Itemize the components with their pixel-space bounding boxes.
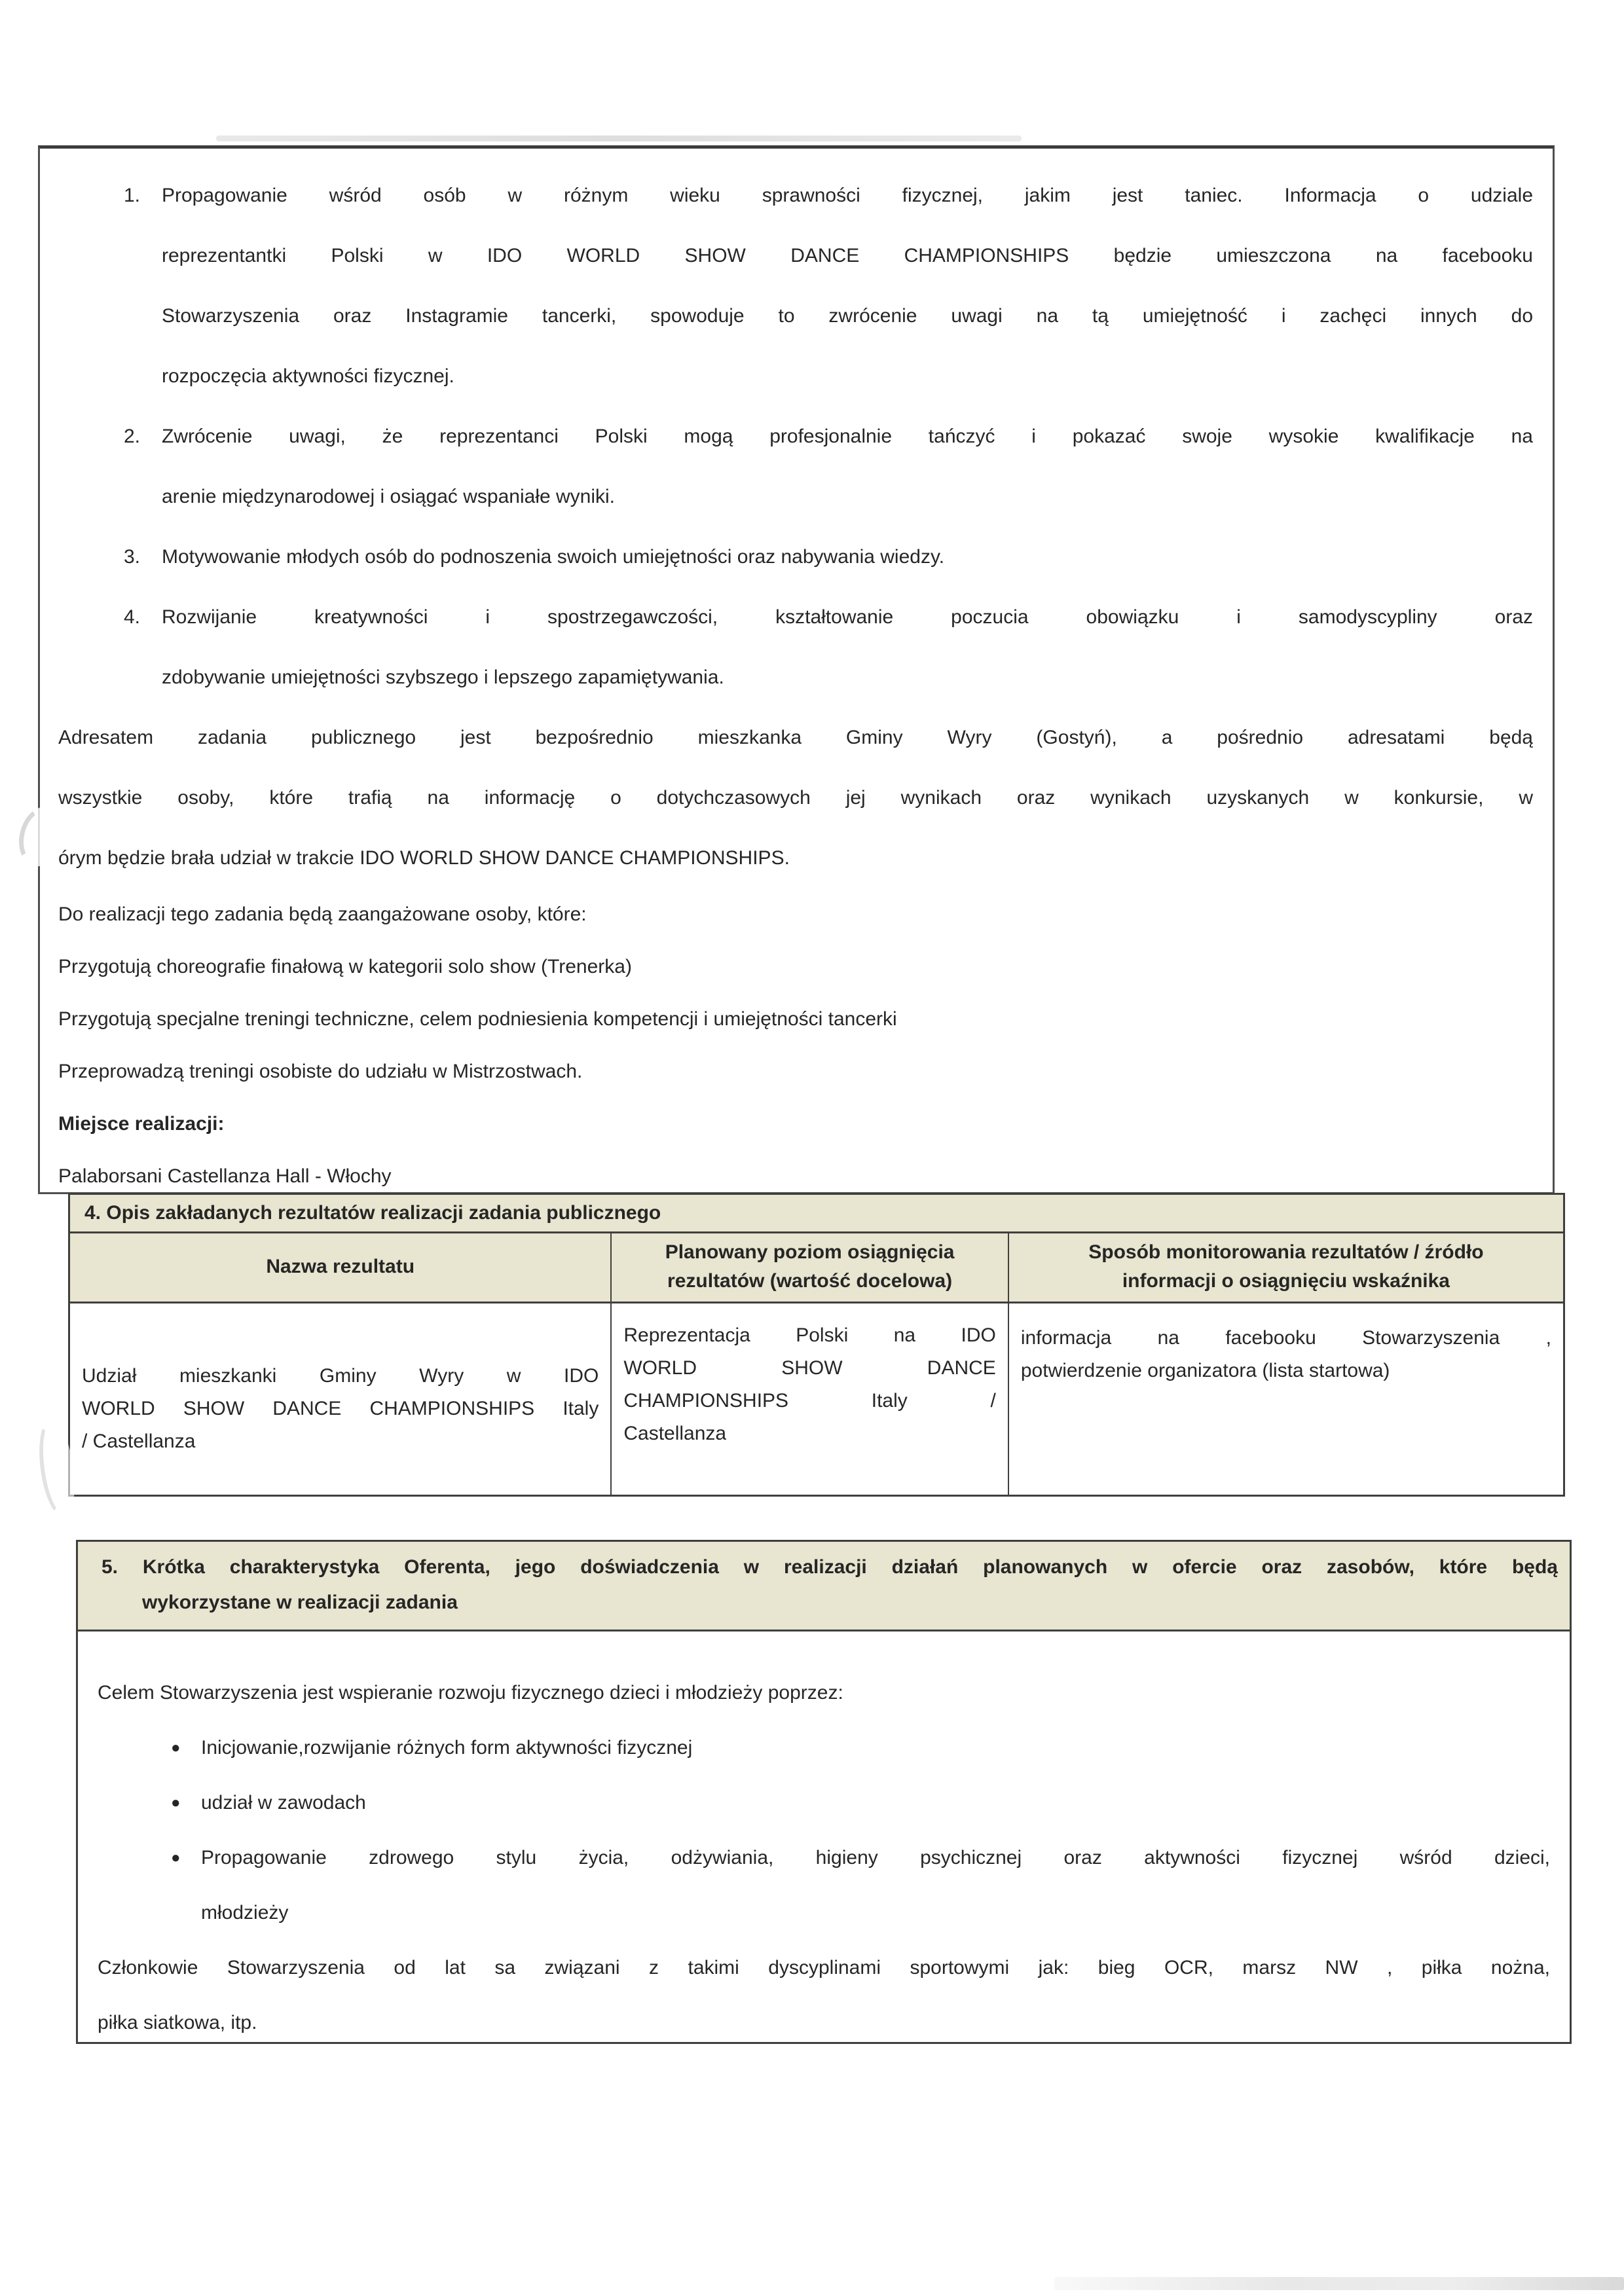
bullet-dot-icon: ●: [171, 1794, 181, 1812]
bullet-text: udział w zawodach: [201, 1792, 366, 1813]
scan-smudge-bottom: [1054, 2277, 1624, 2290]
column-header-line: Sposób monitorowania rezultatów / źródło: [1088, 1241, 1484, 1263]
goal-text: [162, 527, 1533, 587]
cell-line: / Castellanza: [82, 1430, 196, 1452]
cell-line: Reprezentacja Polski na IDO: [623, 1324, 996, 1346]
column-header-monitorowanie: [1008, 1233, 1563, 1302]
paragraph-adresatem: [58, 708, 1533, 828]
goal-line: Propagowanie wśród osób w różnym wieku sprawności fizycznej, jakim jest taniec. Informacja o udziale: [162, 185, 1533, 206]
cell-line: WORLD SHOW DANCE: [623, 1357, 996, 1379]
statement-line: Przeprowadzą treningi osobiste do udziału w Mistrzostwach.: [58, 1061, 583, 1082]
column-header-nazwa: Nazwa rezultatu: [70, 1233, 610, 1302]
goal-number: 4.: [124, 606, 141, 628]
goal-line: Zwrócenie uwagi, że reprezentanci Polski mogą profesjonalnie tańczyć i pokazać swoje wysokie kwalifikacje na: [162, 426, 1533, 447]
section5-body: [78, 1631, 1570, 2050]
scan-smudge-top: [216, 136, 1022, 141]
goal-line: arenie międzynarodowej i osiągać wspaniałe wyniki.: [162, 486, 616, 507]
cell-nazwa-rezultatu: [70, 1303, 610, 1495]
cell-line: CHAMPIONSHIPS Italy /: [623, 1390, 996, 1412]
column-header-poziom: [610, 1233, 1007, 1302]
bullet-text: Inicjowanie,rozwijanie różnych form aktywności fizycznej: [201, 1737, 693, 1758]
cell-line: Udział mieszkanki Gminy Wyry w IDO: [82, 1365, 599, 1387]
goal-line: Motywowanie młodych osób do podnoszenia swoich umiejętności oraz nabywania wiedzy.: [162, 546, 945, 568]
bullet-item: [98, 1721, 1550, 1776]
goal-number: 2.: [124, 426, 141, 447]
goal-item: [58, 587, 1533, 708]
goal-line: Rozwijanie kreatywności i spostrzegawczości, kształtowanie poczucia obowiązku i samodyscypliny oraz: [162, 606, 1533, 628]
goal-item: [58, 527, 1533, 587]
bullet-item: [98, 1831, 1550, 1941]
paragraph-continuation: órym będzie brała udział w trakcie IDO WORLD SHOW DANCE CHAMPIONSHIPS.: [58, 847, 790, 869]
bullet-text: [201, 1831, 1550, 1941]
intro-line: Celem Stowarzyszenia jest wspieranie rozwoju fizycznego dzieci i młodzieży poprzez:: [98, 1682, 843, 1704]
bullet-item: [98, 1776, 1550, 1831]
goal-item: [58, 407, 1533, 527]
offerer-characteristics-box: [76, 1540, 1572, 2044]
goal-text: [162, 587, 1533, 708]
statement-line: Przygotują specjalne treningi techniczne, celem podniesienia kompetencji i umiejętności tancerki: [58, 1008, 897, 1030]
goal-number: 1.: [124, 185, 141, 206]
goal-line: Stowarzyszenia oraz Instagramie tancerki, spowoduje to zwrócenie uwagi na tą umiejętność i zachęci innych do: [162, 305, 1533, 327]
goal-line: reprezentantki Polski w IDO WORLD SHOW DANCE CHAMPIONSHIPS będzie umieszczona na facebooku: [162, 245, 1533, 266]
column-header-line: Planowany poziom osiągnięcia: [665, 1241, 955, 1263]
cell-line: potwierdzenie organizatora (lista startowa): [1020, 1360, 1390, 1381]
column-header-line: rezultatów (wartość docelowa): [667, 1270, 953, 1292]
goal-text: [162, 407, 1533, 527]
outro-line: Członkowie Stowarzyszenia od lat sa związani z takimi dyscyplinami sportowymi jak: bieg OCR, marsz NW , piłka nożna,: [98, 1957, 1550, 1978]
table-header-row: [70, 1233, 1563, 1303]
goal-line: zdobywanie umiejętności szybszego i lepszego zapamiętywania.: [162, 666, 724, 688]
cell-line: informacja na facebooku Stowarzyszenia ,: [1020, 1327, 1551, 1349]
section5-title-line: wykorzystane w realizacji zadania: [142, 1592, 458, 1613]
paragraph-line: wszystkie osoby, które trafią na informację o dotychczasowych jej wynikach oraz wynikach uzyskanych w konkursie, w: [58, 787, 1533, 809]
goals-description-box: [38, 145, 1555, 1194]
bullet-line: Propagowanie zdrowego stylu życia, odżywiania, higieny psychicznej oraz aktywności fizycznej wśród dzieci,: [201, 1847, 1550, 1868]
goal-item: [58, 166, 1533, 407]
statement-line: Do realizacji tego zadania będą zaangażowane osoby, które:: [58, 903, 587, 925]
section5-title: [78, 1542, 1570, 1631]
goal-line: rozpoczęcia aktywności fizycznej.: [162, 365, 454, 387]
cell-line: Castellanza: [623, 1423, 727, 1444]
bullet-dot-icon: ●: [171, 1849, 181, 1867]
bullet-dot-icon: ●: [171, 1739, 181, 1757]
paragraph-line: Adresatem zadania publicznego jest bezpośrednio mieszkanka Gminy Wyry (Gostyń), a pośrednio adresatami będą: [58, 727, 1533, 748]
table-row: [70, 1303, 1563, 1495]
cell-planowany-poziom: [610, 1303, 1007, 1495]
bullet-line: młodzieży: [201, 1902, 289, 1923]
section5-title-line: 5. Krótka charakterystyka Oferenta, jego doświadczenia w realizacji działań planowanych w ofercie oraz zasobów, które będą: [101, 1556, 1558, 1578]
cell-sposob-monitorowania: [1008, 1303, 1563, 1495]
goal-text: [162, 166, 1533, 407]
column-header-line: informacji o osiągnięciu wskaźnika: [1122, 1270, 1450, 1292]
outro-paragraph: [98, 1941, 1550, 2050]
place-label: Miejsce realizacji:: [58, 1113, 225, 1135]
place-value: Palaborsani Castellanza Hall - Włochy: [58, 1165, 392, 1187]
goal-number: 3.: [124, 546, 141, 568]
outro-line: piłka siatkowa, itp.: [98, 2012, 257, 2033]
results-table: [68, 1193, 1565, 1497]
section4-title: 4. Opis zakładanych rezultatów realizacji zadania publicznego: [70, 1195, 1563, 1233]
cell-line: WORLD SHOW DANCE CHAMPIONSHIPS Italy: [82, 1398, 599, 1419]
statement-line: Przygotują choreografie finałową w kategorii solo show (Trenerka): [58, 956, 632, 977]
